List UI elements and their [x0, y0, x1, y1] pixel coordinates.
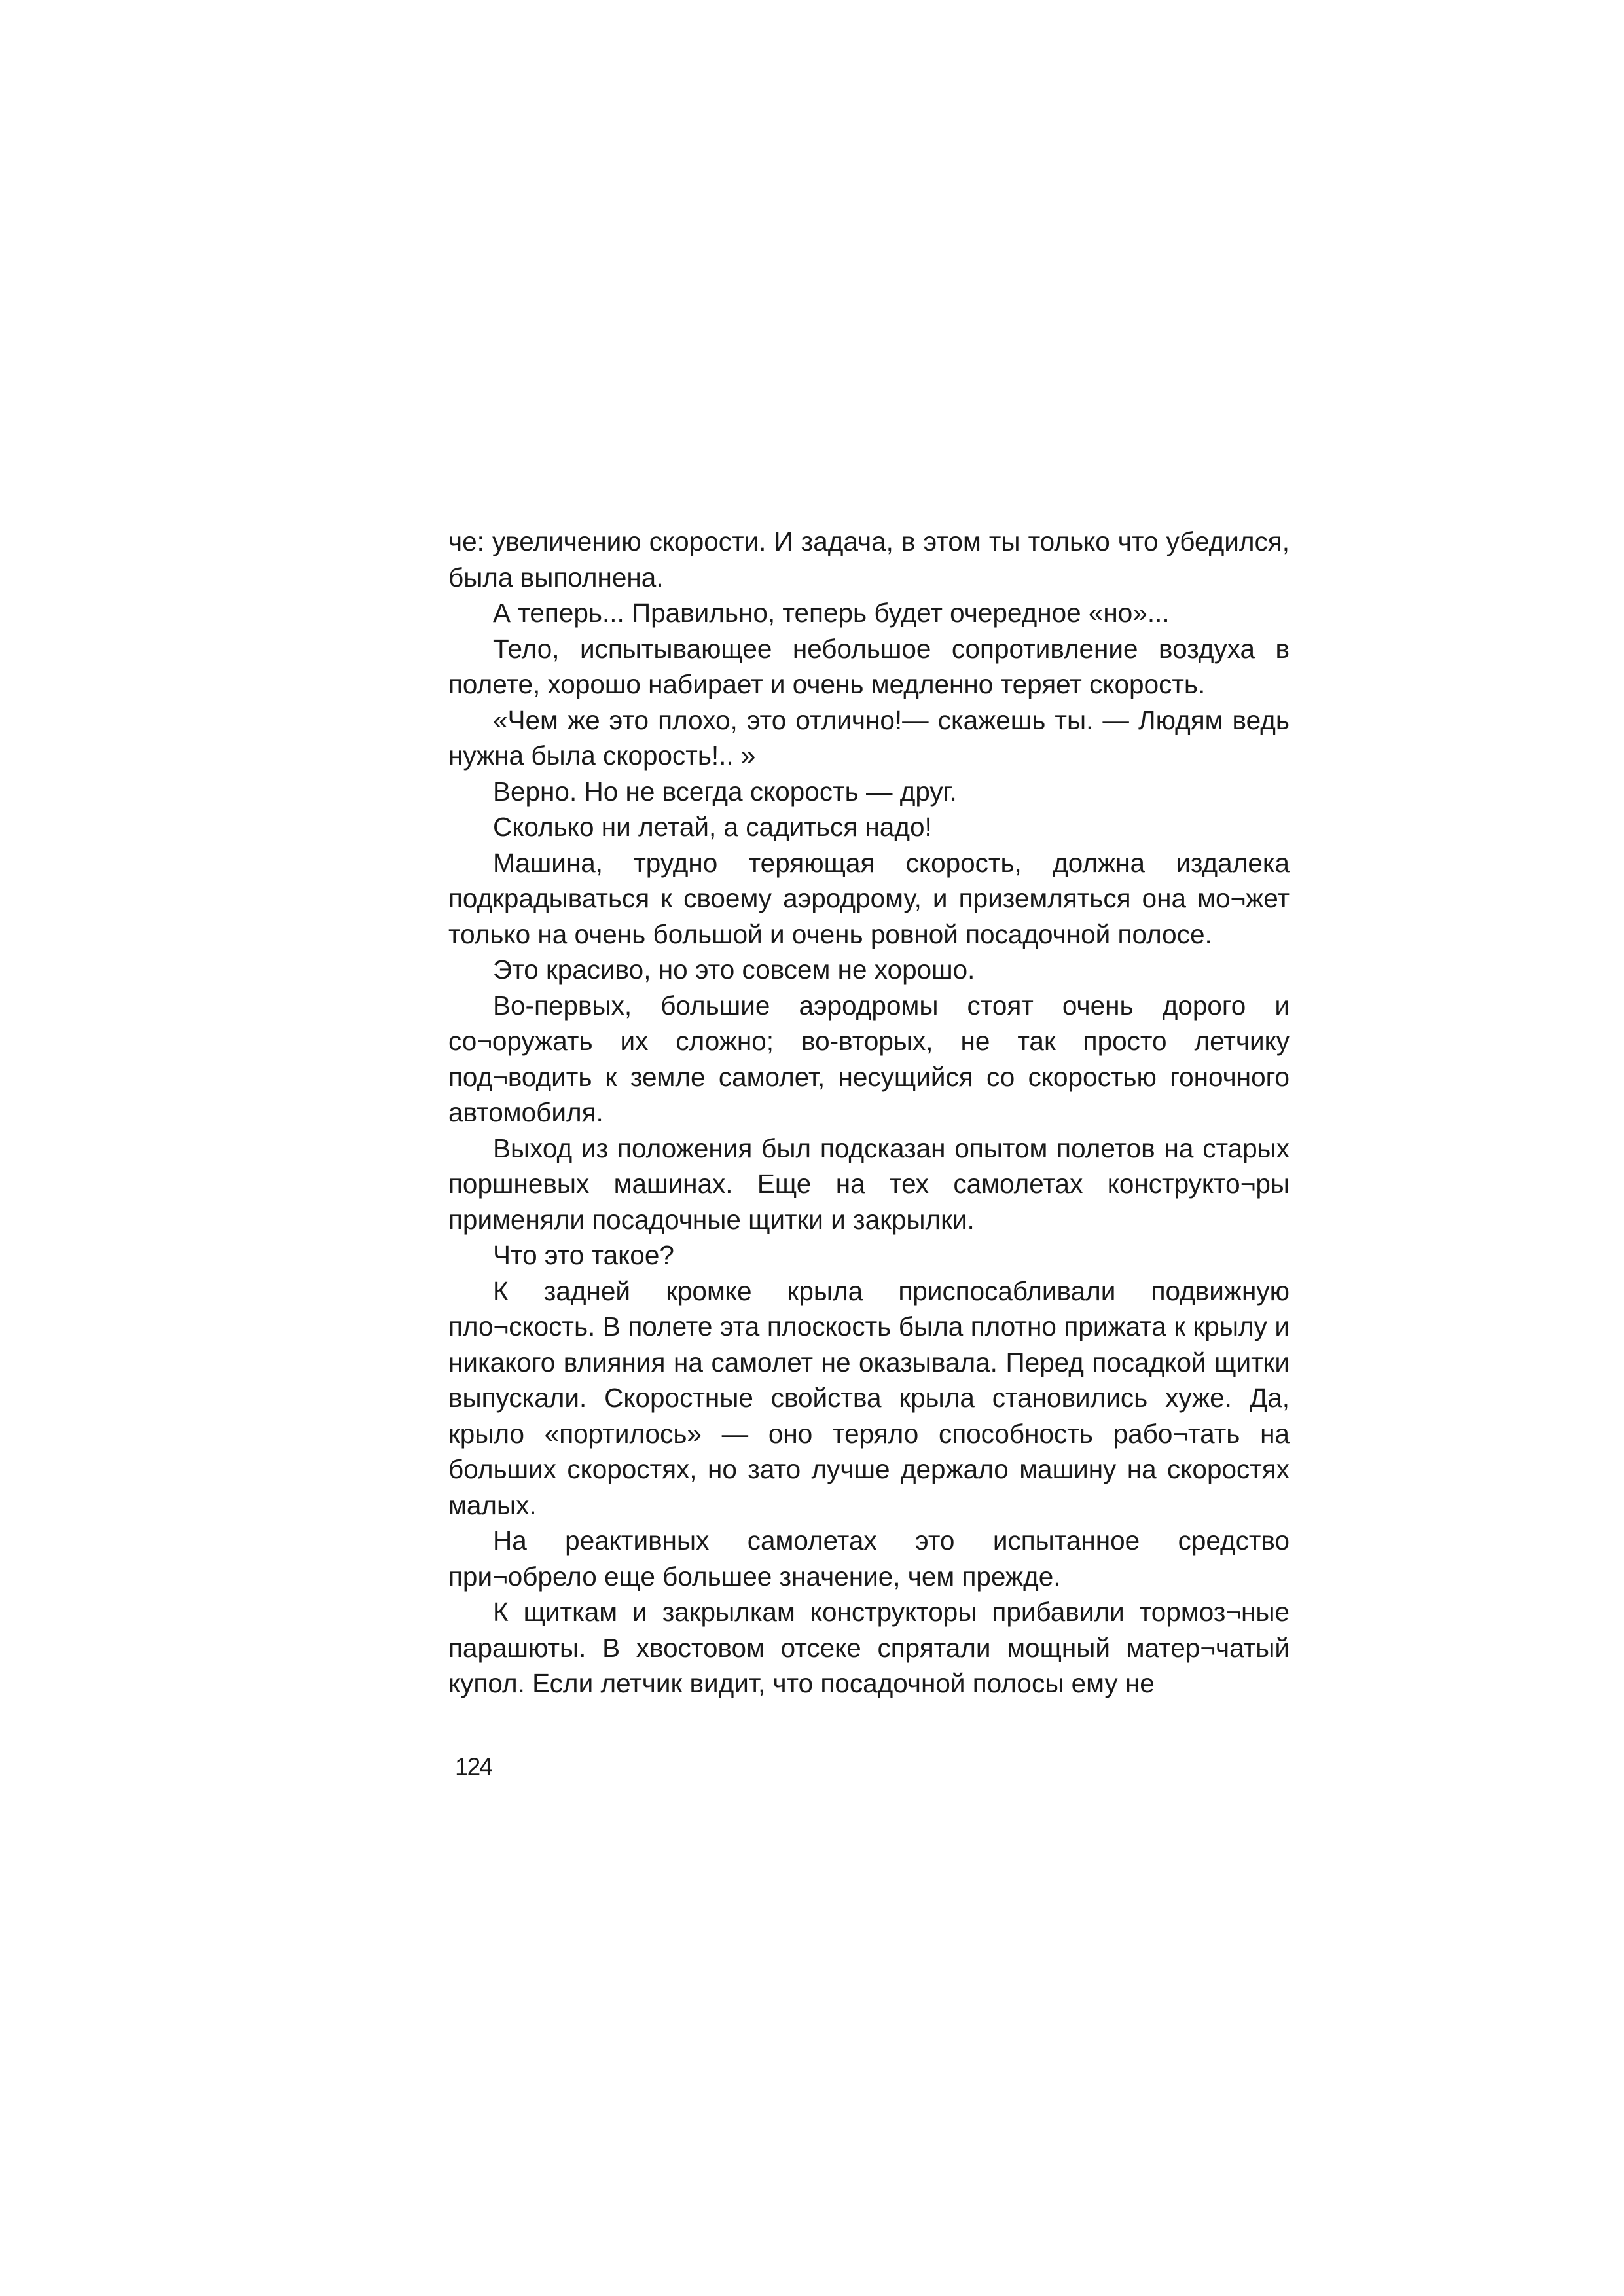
body-text	[448, 524, 1290, 1702]
paragraph: К щиткам и закрылкам конструкторы прибавили тормоз¬ные парашюты. В хвостовом отсеке спрятали мощный матер¬чатый купол. Если летчик видит, что посадочной полосы ему не	[448, 1597, 1290, 1698]
paragraph: Машина, трудно теряющая скорость, должна издалека подкрадываться к своему аэродрому, и приземляться она мо¬жет только на очень большой и очень ровной посадочной полосе.	[448, 847, 1290, 949]
paragraph: Это красиво, но это совсем не хорошо.	[493, 955, 975, 985]
paragraph: «Чем же это плохо, это отлично!— скажешь ты. — Людям ведь нужна была скорость!.. »	[448, 704, 1290, 771]
paragraph: Во-первых, большие аэродромы стоят очень дорого и со¬оружать их сложно; во-вторых, не так просто летчику под¬водить к земле самолет, несущийся со скоростью гоночного автомобиля.	[448, 990, 1290, 1127]
paragraph: К задней кромке крыла приспосабливали подвижную пло¬скость. В полете эта плоскость была плотно прижата к крылу и никакого влияния на самолет не оказывала. Перед посадкой щитки выпускали. Скоростные свойства крыла становились хуже. Да, крыло «портилось» — оно теряло способность рабо¬тать на больших скоростях, но зато лучше держало машину на скоростях малых.	[448, 1275, 1290, 1520]
paragraph: На реактивных самолетах это испытанное средство при¬обрело еще большее значение, чем прежде.	[448, 1525, 1290, 1592]
paragraph: Сколько ни летай, а садиться надо!	[493, 812, 932, 842]
paragraph: Верно. Но не всегда скорость — друг.	[493, 776, 957, 807]
paragraph: Выход из положения был подсказан опытом полетов на старых поршневых машинах. Еще на тех самолетах конструкто¬ры применяли посадочные щитки и закрылки.	[448, 1133, 1290, 1235]
paragraph: Что это такое?	[493, 1240, 674, 1270]
page-number: 124	[455, 1753, 492, 1780]
paragraph: Тело, испытывающее небольшое сопротивление воздуха в полете, хорошо набирает и очень медленно теряет скорость.	[448, 633, 1290, 699]
paragraph: че: увеличению скорости. И задача, в этом ты только что убедился, была выполнена.	[448, 526, 1290, 592]
paragraph: А теперь... Правильно, теперь будет очередное «но»...	[493, 598, 1170, 628]
